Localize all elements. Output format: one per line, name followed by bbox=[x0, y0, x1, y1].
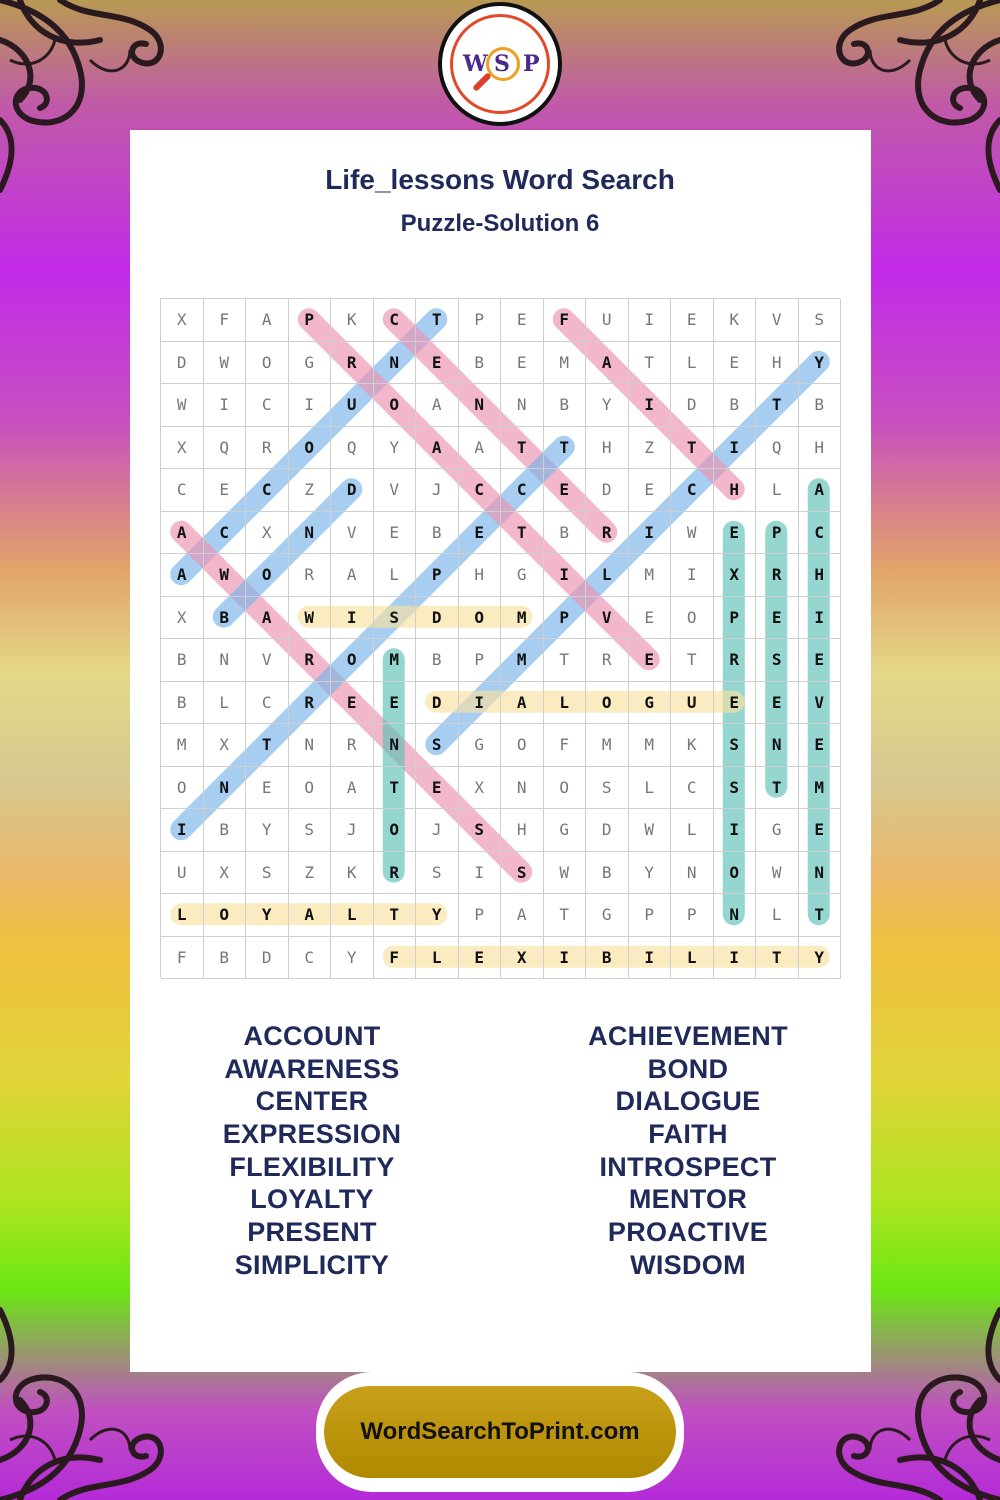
grid-cell: H bbox=[799, 554, 842, 597]
grid-cell: I bbox=[671, 554, 714, 597]
grid-cell: E bbox=[501, 299, 544, 342]
puzzle-grid-area bbox=[160, 298, 840, 978]
grid-cell: Y bbox=[416, 894, 459, 937]
grid-cell: W bbox=[204, 554, 247, 597]
grid-cell: E bbox=[714, 512, 757, 555]
grid-cell: X bbox=[714, 554, 757, 597]
grid-cell: G bbox=[459, 724, 502, 767]
grid-cell: P bbox=[544, 597, 587, 640]
grid-cell: T bbox=[756, 767, 799, 810]
grid-cell: D bbox=[161, 342, 204, 385]
grid-cell: P bbox=[756, 512, 799, 555]
grid-cell: S bbox=[756, 639, 799, 682]
grid-cell: W bbox=[544, 852, 587, 895]
grid-cell: U bbox=[671, 682, 714, 725]
grid-cell: A bbox=[161, 554, 204, 597]
grid-cell: L bbox=[671, 937, 714, 980]
grid-cell: C bbox=[246, 469, 289, 512]
grid-cell: R bbox=[714, 639, 757, 682]
grid-cell: T bbox=[629, 342, 672, 385]
page-title: Life_lessons Word Search bbox=[325, 164, 675, 195]
grid-cell: K bbox=[714, 299, 757, 342]
grid-cell: M bbox=[544, 342, 587, 385]
grid-cell: L bbox=[331, 894, 374, 937]
grid-cell: E bbox=[459, 512, 502, 555]
grid-cell: G bbox=[289, 342, 332, 385]
grid-cell: O bbox=[714, 852, 757, 895]
grid-cell: E bbox=[629, 469, 672, 512]
grid-cell: B bbox=[544, 384, 587, 427]
grid-cell: P bbox=[629, 894, 672, 937]
grid-cell: C bbox=[671, 469, 714, 512]
grid-cell: T bbox=[416, 299, 459, 342]
word-list-item: FLEXIBILITY bbox=[229, 1151, 395, 1182]
grid-cell: P bbox=[671, 894, 714, 937]
grid-cell: E bbox=[204, 469, 247, 512]
grid-cell: F bbox=[161, 937, 204, 980]
grid-cell: P bbox=[416, 554, 459, 597]
grid-cell: D bbox=[586, 469, 629, 512]
grid-cell: E bbox=[671, 299, 714, 342]
grid-cell: B bbox=[161, 682, 204, 725]
grid-cell: L bbox=[629, 767, 672, 810]
grid-cell: N bbox=[204, 767, 247, 810]
grid-cell: D bbox=[586, 809, 629, 852]
grid-cell: C bbox=[246, 682, 289, 725]
grid-cell: N bbox=[799, 852, 842, 895]
grid-cell: B bbox=[586, 937, 629, 980]
grid-cell: L bbox=[756, 894, 799, 937]
grid-cell: K bbox=[331, 852, 374, 895]
grid-cell: K bbox=[671, 724, 714, 767]
grid-cell: L bbox=[671, 342, 714, 385]
grid-cell: N bbox=[289, 512, 332, 555]
grid-cell: B bbox=[544, 512, 587, 555]
grid-cell: Y bbox=[629, 852, 672, 895]
word-list-item: MENTOR bbox=[628, 1184, 748, 1215]
grid-cell: O bbox=[586, 682, 629, 725]
grid-cell: D bbox=[416, 597, 459, 640]
grid-cell: E bbox=[374, 512, 417, 555]
grid-cell: E bbox=[416, 767, 459, 810]
grid-cell: T bbox=[671, 427, 714, 470]
grid-cell: B bbox=[459, 342, 502, 385]
grid-cell: V bbox=[331, 512, 374, 555]
grid-cell: V bbox=[374, 469, 417, 512]
grid-cell: C bbox=[289, 937, 332, 980]
grid-cell: E bbox=[799, 809, 842, 852]
grid-cell: G bbox=[544, 809, 587, 852]
grid-cell: L bbox=[586, 554, 629, 597]
grid-cell: R bbox=[289, 554, 332, 597]
grid-cell: C bbox=[799, 512, 842, 555]
grid-cell: N bbox=[756, 724, 799, 767]
word-list-item: FAITH bbox=[648, 1119, 728, 1150]
grid-cell: H bbox=[714, 469, 757, 512]
word-list-item: BOND bbox=[647, 1053, 729, 1084]
grid-cell: S bbox=[374, 597, 417, 640]
grid-cell: E bbox=[459, 937, 502, 980]
grid-cell: F bbox=[544, 299, 587, 342]
grid-cell: I bbox=[629, 512, 672, 555]
grid-cell: X bbox=[161, 597, 204, 640]
grid-cell: N bbox=[671, 852, 714, 895]
grid-cell: N bbox=[501, 767, 544, 810]
grid-cell: A bbox=[459, 427, 502, 470]
grid-cell: N bbox=[374, 724, 417, 767]
grid-cell: Y bbox=[586, 384, 629, 427]
grid-cell: O bbox=[161, 767, 204, 810]
grid-cell: S bbox=[416, 852, 459, 895]
logo-letter-s: S bbox=[494, 51, 510, 77]
grid-cell: B bbox=[204, 937, 247, 980]
grid-cell: R bbox=[756, 554, 799, 597]
grid-cell: V bbox=[246, 639, 289, 682]
grid-cell: I bbox=[161, 809, 204, 852]
grid-cell: A bbox=[416, 427, 459, 470]
grid-cell: T bbox=[544, 427, 587, 470]
grid-cell: Q bbox=[331, 427, 374, 470]
grid-cell: M bbox=[374, 639, 417, 682]
grid-cell: Y bbox=[246, 809, 289, 852]
grid-cell: C bbox=[501, 469, 544, 512]
grid-cell: D bbox=[331, 469, 374, 512]
grid-cell: E bbox=[756, 597, 799, 640]
grid-cell: C bbox=[374, 299, 417, 342]
grid-cell: D bbox=[246, 937, 289, 980]
grid-cell: C bbox=[671, 767, 714, 810]
grid-cell: S bbox=[459, 809, 502, 852]
grid-cell: T bbox=[756, 384, 799, 427]
grid-cell: H bbox=[586, 427, 629, 470]
grid-cell: M bbox=[629, 724, 672, 767]
word-list-item: ACCOUNT bbox=[243, 1021, 381, 1051]
grid-cell: N bbox=[714, 894, 757, 937]
grid-cell: S bbox=[799, 299, 842, 342]
grid-cell: M bbox=[629, 554, 672, 597]
word-list-item: ACHIEVEMENT bbox=[588, 1021, 788, 1051]
grid-cell: S bbox=[246, 852, 289, 895]
grid-cell: V bbox=[586, 597, 629, 640]
grid-cell: N bbox=[501, 384, 544, 427]
grid-cell: O bbox=[671, 597, 714, 640]
grid-cell: N bbox=[204, 639, 247, 682]
grid-cell: E bbox=[799, 639, 842, 682]
grid-cell: X bbox=[459, 767, 502, 810]
grid-cell: F bbox=[374, 937, 417, 980]
grid-cell: L bbox=[204, 682, 247, 725]
grid-cell: L bbox=[374, 554, 417, 597]
word-list-item: WISDOM bbox=[630, 1249, 746, 1280]
grid-cell: O bbox=[331, 639, 374, 682]
grid-cell: M bbox=[501, 597, 544, 640]
logo-letter-w: W bbox=[463, 51, 488, 77]
grid-cell: R bbox=[331, 342, 374, 385]
grid-cell: P bbox=[289, 299, 332, 342]
word-list-item: INTROSPECT bbox=[599, 1151, 777, 1182]
grid-cell: Y bbox=[799, 937, 842, 980]
grid-cell: A bbox=[416, 384, 459, 427]
grid-cell: B bbox=[586, 852, 629, 895]
grid-cell: C bbox=[459, 469, 502, 512]
grid-cell: J bbox=[416, 469, 459, 512]
logo-letter-p: P bbox=[523, 51, 540, 77]
grid-cell: M bbox=[586, 724, 629, 767]
grid-cell: M bbox=[501, 639, 544, 682]
grid-cell: T bbox=[246, 724, 289, 767]
grid-cell: B bbox=[416, 639, 459, 682]
website-link[interactable]: WordSearchToPrint.com bbox=[324, 1386, 676, 1478]
grid-cell: T bbox=[374, 767, 417, 810]
grid-cell: O bbox=[289, 767, 332, 810]
grid-cell: H bbox=[799, 427, 842, 470]
grid-cell: A bbox=[799, 469, 842, 512]
grid-cell: I bbox=[544, 937, 587, 980]
grid-cell: T bbox=[544, 894, 587, 937]
grid-cell: H bbox=[501, 809, 544, 852]
grid-cell: O bbox=[289, 427, 332, 470]
grid-cell: A bbox=[501, 682, 544, 725]
grid-cell: J bbox=[416, 809, 459, 852]
grid-cell: R bbox=[289, 682, 332, 725]
grid-cell: L bbox=[756, 469, 799, 512]
grid-cell: I bbox=[544, 554, 587, 597]
grid-cell: E bbox=[714, 682, 757, 725]
grid-cell: W bbox=[756, 852, 799, 895]
logo-ring bbox=[450, 14, 550, 114]
page-subtitle: Puzzle-Solution 6 bbox=[400, 210, 600, 237]
grid-cell: T bbox=[671, 639, 714, 682]
grid-cell: R bbox=[586, 639, 629, 682]
grid-cell: R bbox=[374, 852, 417, 895]
grid-cell: T bbox=[501, 512, 544, 555]
grid-cell: E bbox=[756, 682, 799, 725]
word-list-left bbox=[142, 1020, 482, 1282]
grid-cell: I bbox=[714, 809, 757, 852]
grid-cell: M bbox=[161, 724, 204, 767]
grid-cell: O bbox=[544, 767, 587, 810]
grid-cell: P bbox=[459, 894, 502, 937]
word-list-item: AWARENESS bbox=[224, 1053, 400, 1084]
grid-cell: A bbox=[161, 512, 204, 555]
grid-cell: Q bbox=[204, 427, 247, 470]
grid-cell: J bbox=[331, 809, 374, 852]
grid-cell: P bbox=[459, 299, 502, 342]
grid-cell: Y bbox=[331, 937, 374, 980]
grid-cell: I bbox=[629, 299, 672, 342]
grid-cell: G bbox=[501, 554, 544, 597]
grid-cell: X bbox=[246, 512, 289, 555]
grid-cell: A bbox=[331, 767, 374, 810]
grid-cell: R bbox=[289, 639, 332, 682]
grid-cell: U bbox=[586, 299, 629, 342]
grid-cell: S bbox=[416, 724, 459, 767]
grid-cell: O bbox=[246, 554, 289, 597]
word-list-item: CENTER bbox=[255, 1086, 369, 1117]
grid-cell: T bbox=[374, 894, 417, 937]
grid-cell: O bbox=[374, 384, 417, 427]
word-list-item: LOYALTY bbox=[250, 1184, 374, 1215]
grid-cell: N bbox=[459, 384, 502, 427]
grid-cell: L bbox=[544, 682, 587, 725]
grid-cell: S bbox=[714, 724, 757, 767]
grid-cell: O bbox=[204, 894, 247, 937]
grid-cell: D bbox=[671, 384, 714, 427]
word-list-item: EXPRESSION bbox=[222, 1119, 402, 1150]
grid-cell: G bbox=[756, 809, 799, 852]
grid-cell: A bbox=[246, 597, 289, 640]
grid-cell: L bbox=[416, 937, 459, 980]
grid-cell: I bbox=[714, 427, 757, 470]
grid-cell: H bbox=[756, 342, 799, 385]
grid-cell: A bbox=[586, 342, 629, 385]
word-list-right bbox=[518, 1020, 858, 1282]
grid-cell: N bbox=[289, 724, 332, 767]
grid-cell: X bbox=[501, 937, 544, 980]
grid-cell: A bbox=[501, 894, 544, 937]
letter-grid bbox=[160, 298, 840, 978]
grid-cell: T bbox=[756, 937, 799, 980]
grid-cell: S bbox=[501, 852, 544, 895]
grid-cell: T bbox=[501, 427, 544, 470]
grid-cell: I bbox=[714, 937, 757, 980]
grid-cell: W bbox=[629, 809, 672, 852]
grid-cell: E bbox=[799, 724, 842, 767]
grid-cell: S bbox=[714, 767, 757, 810]
grid-cell: V bbox=[756, 299, 799, 342]
grid-cell: E bbox=[501, 342, 544, 385]
grid-cell: R bbox=[331, 724, 374, 767]
grid-cell: I bbox=[459, 682, 502, 725]
grid-cell: O bbox=[246, 342, 289, 385]
word-list-item: DIALOGUE bbox=[615, 1086, 761, 1117]
grid-cell: B bbox=[416, 512, 459, 555]
grid-cell: W bbox=[161, 384, 204, 427]
grid-cell: Y bbox=[374, 427, 417, 470]
grid-cell: O bbox=[374, 809, 417, 852]
grid-cell: T bbox=[799, 894, 842, 937]
grid-cell: E bbox=[714, 342, 757, 385]
grid-cell: X bbox=[161, 299, 204, 342]
grid-cell: Y bbox=[246, 894, 289, 937]
grid-cell: Z bbox=[289, 852, 332, 895]
grid-cell: Q bbox=[756, 427, 799, 470]
grid-cell: O bbox=[501, 724, 544, 767]
grid-cell: L bbox=[161, 894, 204, 937]
grid-cell: I bbox=[289, 384, 332, 427]
grid-cell: R bbox=[246, 427, 289, 470]
grid-cell: P bbox=[714, 597, 757, 640]
grid-cell: A bbox=[331, 554, 374, 597]
grid-cell: X bbox=[204, 852, 247, 895]
grid-cell: G bbox=[629, 682, 672, 725]
grid-cell: E bbox=[629, 639, 672, 682]
grid-cell: O bbox=[459, 597, 502, 640]
grid-cell: I bbox=[799, 597, 842, 640]
grid-cell: I bbox=[629, 384, 672, 427]
grid-cell: I bbox=[331, 597, 374, 640]
grid-cell: B bbox=[714, 384, 757, 427]
grid-cell: D bbox=[416, 682, 459, 725]
grid-cell: E bbox=[374, 682, 417, 725]
grid-cell: F bbox=[544, 724, 587, 767]
grid-cell: W bbox=[289, 597, 332, 640]
grid-cell: L bbox=[671, 809, 714, 852]
grid-cell: H bbox=[459, 554, 502, 597]
grid-cell: E bbox=[544, 469, 587, 512]
grid-cell: B bbox=[204, 597, 247, 640]
grid-cell: W bbox=[204, 342, 247, 385]
grid-cell: C bbox=[204, 512, 247, 555]
grid-cell: R bbox=[586, 512, 629, 555]
grid-cell: A bbox=[246, 299, 289, 342]
grid-cell: C bbox=[246, 384, 289, 427]
grid-cell: I bbox=[629, 937, 672, 980]
grid-cell: I bbox=[204, 384, 247, 427]
grid-cell: A bbox=[289, 894, 332, 937]
grid-cell: V bbox=[799, 682, 842, 725]
grid-cell: E bbox=[331, 682, 374, 725]
grid-cell: P bbox=[459, 639, 502, 682]
grid-cell: Y bbox=[799, 342, 842, 385]
grid-cell: S bbox=[586, 767, 629, 810]
word-list-item: PRESENT bbox=[247, 1217, 377, 1248]
grid-cell: C bbox=[161, 469, 204, 512]
grid-cell: K bbox=[331, 299, 374, 342]
grid-cell: U bbox=[331, 384, 374, 427]
footer-badge bbox=[316, 1372, 684, 1492]
grid-cell: E bbox=[246, 767, 289, 810]
word-list-item: PROACTIVE bbox=[607, 1217, 769, 1248]
grid-cell: Z bbox=[629, 427, 672, 470]
grid-cell: W bbox=[671, 512, 714, 555]
grid-cell: X bbox=[161, 427, 204, 470]
grid-cell: X bbox=[204, 724, 247, 767]
wsp-logo bbox=[438, 2, 562, 126]
grid-cell: I bbox=[459, 852, 502, 895]
word-list-item: SIMPLICITY bbox=[234, 1249, 390, 1280]
grid-cell: E bbox=[629, 597, 672, 640]
grid-cell: B bbox=[204, 809, 247, 852]
grid-cell: B bbox=[799, 384, 842, 427]
grid-cell: S bbox=[289, 809, 332, 852]
grid-cell: Z bbox=[289, 469, 332, 512]
grid-cell: T bbox=[544, 639, 587, 682]
grid-cell: U bbox=[161, 852, 204, 895]
grid-cell: M bbox=[799, 767, 842, 810]
grid-cell: N bbox=[374, 342, 417, 385]
grid-cell: F bbox=[204, 299, 247, 342]
grid-cell: B bbox=[161, 639, 204, 682]
grid-cell: E bbox=[416, 342, 459, 385]
grid-cell: G bbox=[586, 894, 629, 937]
